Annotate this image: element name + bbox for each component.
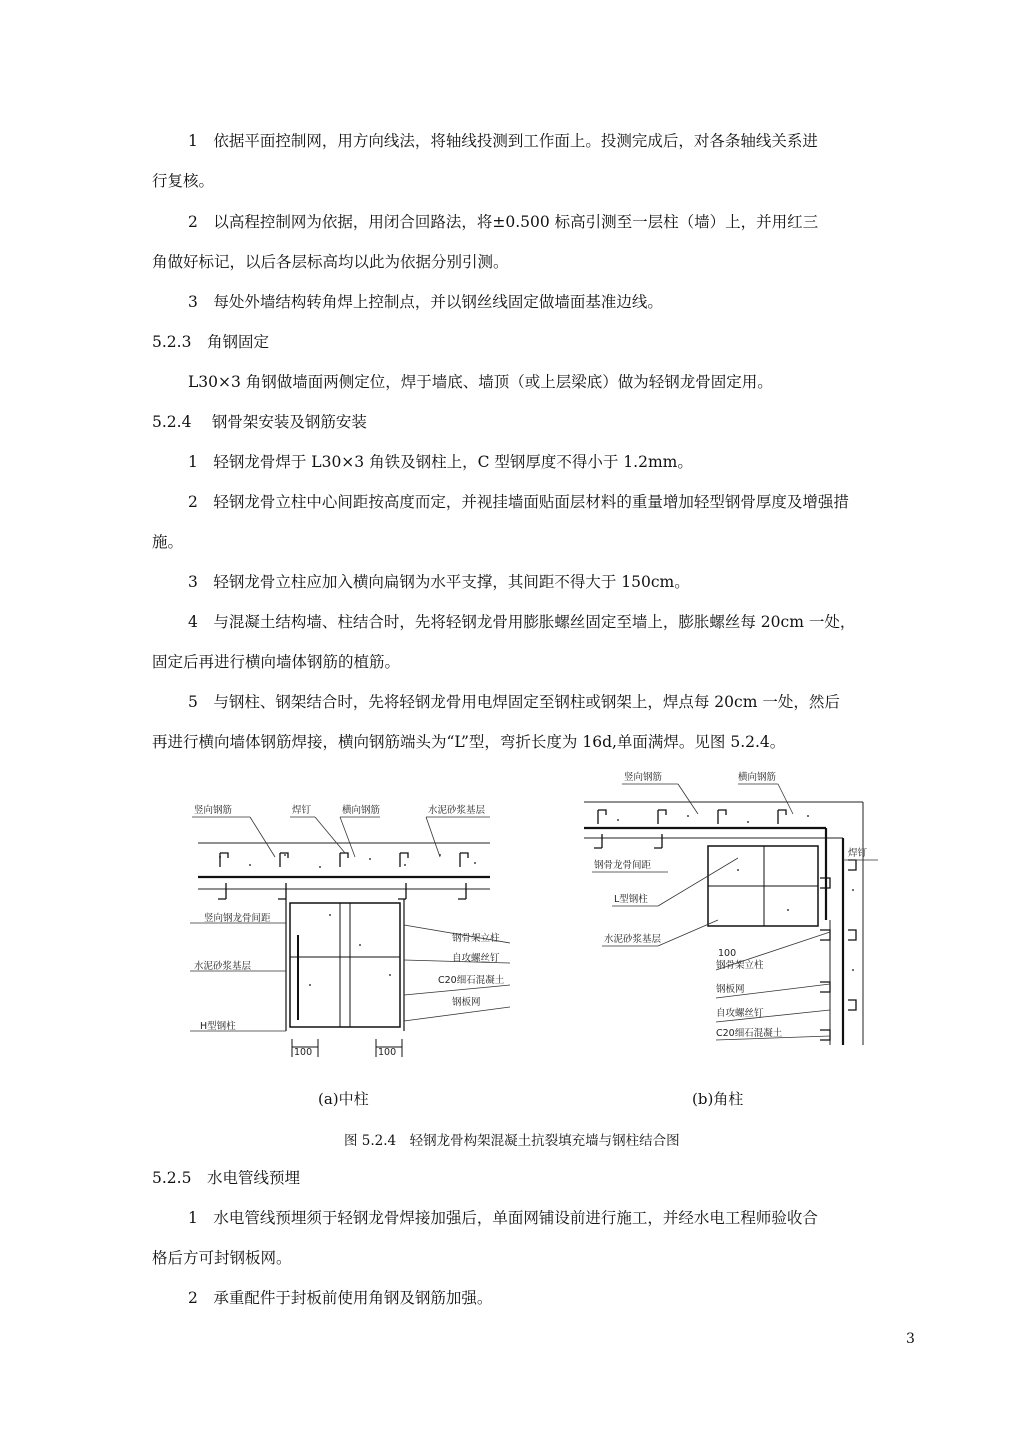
middle-column-drawing xyxy=(190,795,520,1065)
paragraph-concrete-joint-2: 固定后再进行横向墙体钢筋的植筋。 xyxy=(152,653,401,671)
label-keel-post: 钢骨架立柱 xyxy=(452,933,500,944)
corner-column-drawing xyxy=(578,770,878,1070)
label-keel-spacing-b: 钢骨龙骨间距 xyxy=(594,860,652,871)
label-vertical-rebar: 竖向钢筋 xyxy=(194,805,233,816)
label-horizontal-rebar-b: 横向钢筋 xyxy=(738,772,777,783)
heading-5-2-4: 5.2.4 钢骨架安装及钢筋安装 xyxy=(152,413,367,431)
figure-middle-column xyxy=(190,795,520,1065)
paragraph-steel-joint-1: 5 与钢柱、钢架结合时，先将轻钢龙骨用电焊固定至钢柱或钢架上，焊点每 20cm 一处，然后 xyxy=(188,693,840,711)
page-number: 3 xyxy=(906,1331,915,1347)
heading-5-2-3: 5.2.3 角钢固定 xyxy=(152,333,269,351)
figure-caption-middle: (a)中柱 xyxy=(318,1090,369,1108)
label-keel-post-b: 钢骨架立柱 xyxy=(716,960,764,971)
label-c20-concrete-b: C20细石混凝土 xyxy=(716,1028,783,1039)
label-mortar-base-b: 水泥砂浆基层 xyxy=(604,934,662,945)
label-weld-stud-b: 焊钉 xyxy=(848,848,868,859)
label-keel-spacing: 竖向钢龙骨间距 xyxy=(204,913,271,924)
label-mortar-base-2: 水泥砂浆基层 xyxy=(194,961,252,972)
paragraph-steel-joint-2: 再进行横向墙体钢筋焊接，横向钢筋端头为“L”型，弯折长度为 16d,单面满焊。见图 5.2.4。 xyxy=(152,733,786,751)
label-steel-mesh-b: 钢板网 xyxy=(716,984,745,995)
label-h-column: H型钢柱 xyxy=(200,1021,236,1032)
label-weld-stud: 焊钉 xyxy=(292,805,312,816)
label-mortar-base: 水泥砂浆基层 xyxy=(428,805,486,816)
paragraph-angle-steel: L30×3 角钢做墙面两侧定位，焊于墙底、墙顶（或上层梁底）做为轻钢龙骨固定用。 xyxy=(188,373,773,391)
label-c20-concrete: C20细石混凝土 xyxy=(438,975,505,986)
label-vertical-rebar-b: 竖向钢筋 xyxy=(624,772,663,783)
paragraph-pipeline-1: 1 水电管线预埋须于轻钢龙骨焊接加强后，单面网铺设前进行施工，并经水电工程师验收合 xyxy=(188,1209,818,1227)
paragraph-keel-spacing-1: 2 轻钢龙骨立柱中心间距按高度而定，并视挂墙面贴面层材料的重量增加轻型钢骨厚度及增强措 xyxy=(188,493,849,511)
paragraph-load-fittings: 2 承重配件于封板前使用角钢及钢筋加强。 xyxy=(188,1289,493,1307)
paragraph-elevation-line-2: 角做好标记，以后各层标高均以此为依据分别引测。 xyxy=(152,253,509,271)
label-horizontal-rebar: 横向钢筋 xyxy=(342,805,381,816)
dimension-100-left: 100 xyxy=(294,1047,313,1058)
label-self-tapping-screw: 自攻螺丝钉 xyxy=(452,953,500,964)
figure-title: 图 5.2.4 轻钢龙骨构架混凝土抗裂填充墙与钢柱结合图 xyxy=(344,1133,680,1149)
heading-5-2-5: 5.2.5 水电管线预埋 xyxy=(152,1169,300,1187)
paragraph-axis-line-1: 1 依据平面控制网，用方向线法，将轴线投测到工作面上。投测完成后，对各条轴线关系进 xyxy=(188,132,818,150)
paragraph-elevation-line-1: 2 以高程控制网为依据，用闭合回路法，将±0.500 标高引测至一层柱（墙）上，并用红三 xyxy=(188,213,819,231)
dimension-100-right: 100 xyxy=(378,1047,397,1058)
paragraph-axis-line-2: 行复核。 xyxy=(152,172,215,190)
dimension-100-b: 100 xyxy=(718,948,737,959)
paragraph-keel-spacing-2: 施。 xyxy=(152,533,184,551)
label-steel-mesh: 钢板网 xyxy=(452,997,481,1008)
paragraph-flat-steel: 3 轻钢龙骨立柱应加入横向扁钢为水平支撑，其间距不得大于 150cm。 xyxy=(188,573,690,591)
paragraph-control-point: 3 每处外墙结构转角焊上控制点，并以钢丝线固定做墙面基准边线。 xyxy=(188,293,663,311)
paragraph-keel-weld: 1 轻钢龙骨焊于 L30×3 角铁及钢柱上，C 型钢厚度不得小于 1.2mm。 xyxy=(188,453,693,471)
label-l-column: L型钢柱 xyxy=(614,894,648,905)
label-self-tapping-screw-b: 自攻螺丝钉 xyxy=(716,1008,764,1019)
paragraph-pipeline-2: 格后方可封钢板网。 xyxy=(152,1249,292,1267)
figure-corner-column xyxy=(578,770,878,1070)
paragraph-concrete-joint-1: 4 与混凝土结构墙、柱结合时，先将轻钢龙骨用膨胀螺丝固定至墙上，膨胀螺丝每 20cm 一处， xyxy=(188,613,856,631)
figure-caption-corner: (b)角柱 xyxy=(692,1090,744,1108)
